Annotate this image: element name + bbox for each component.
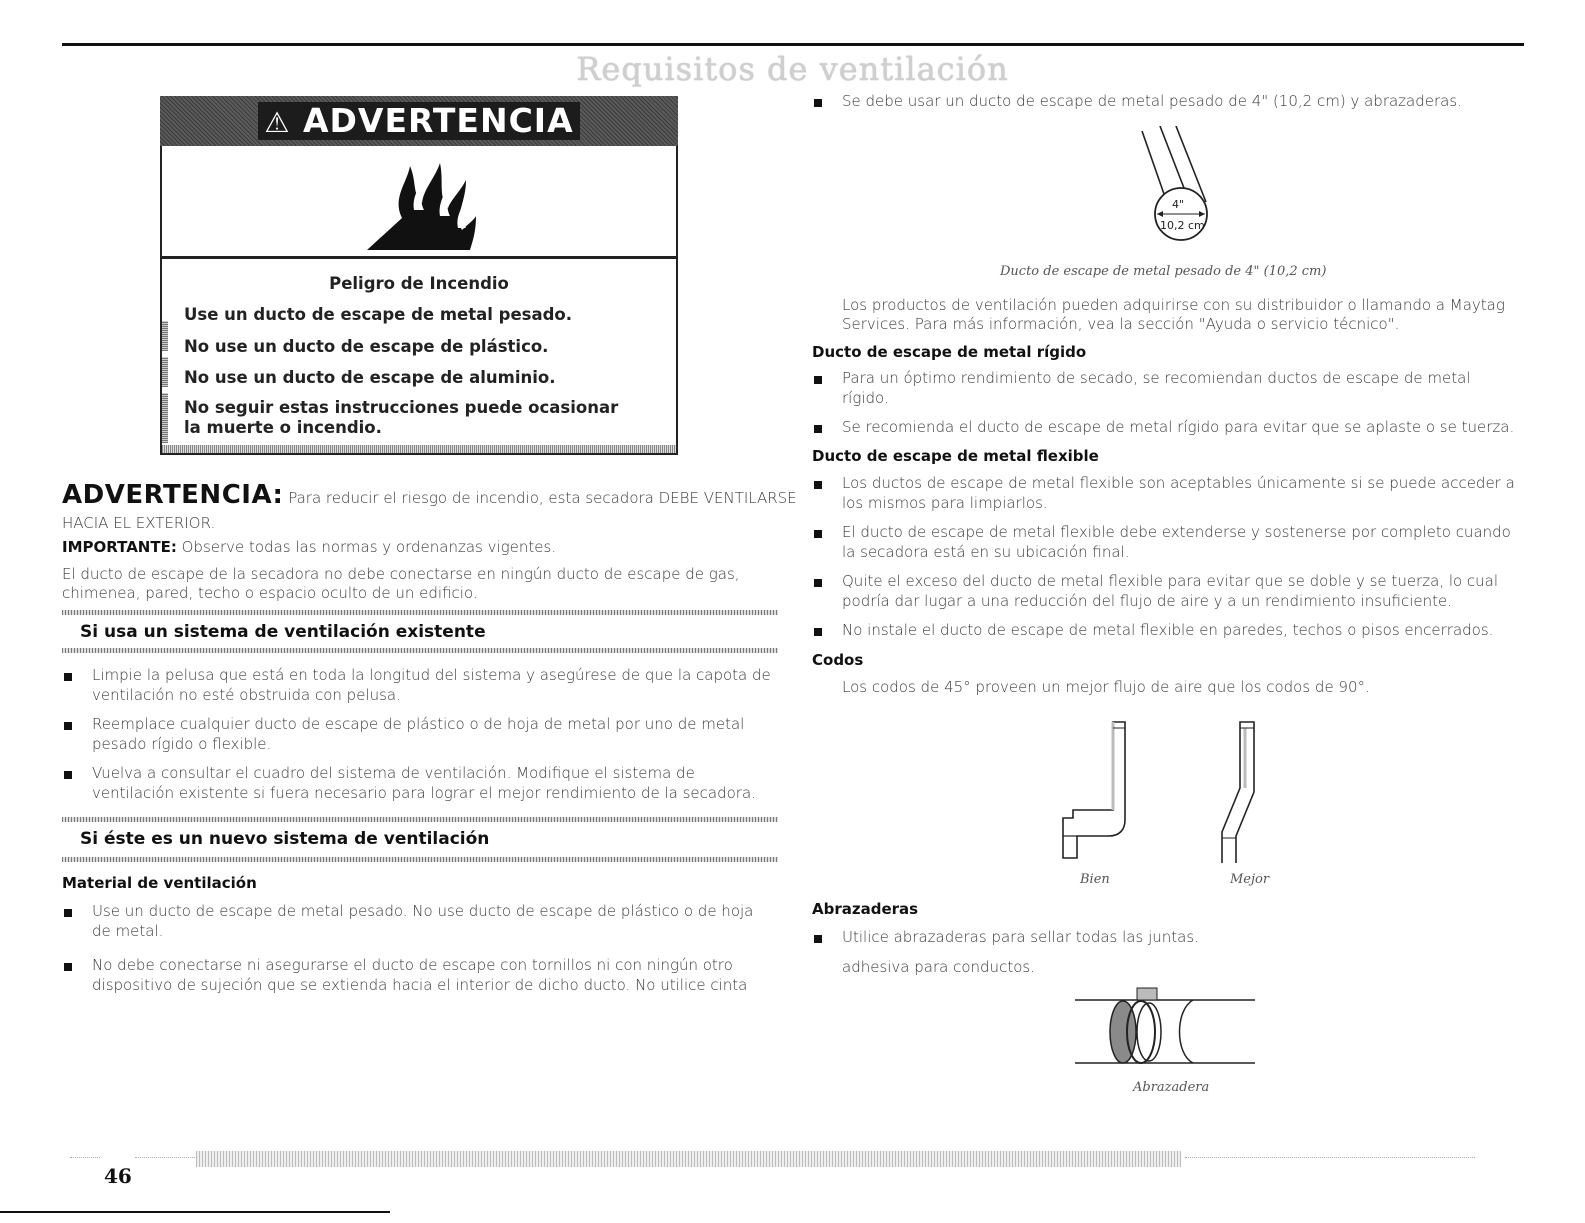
- footer-band: [196, 1151, 1181, 1167]
- bullet-icon: [64, 963, 72, 971]
- shade-strip: [162, 393, 168, 443]
- bullet-icon: [64, 909, 72, 917]
- advertencia-label: ADVERTENCIA:: [62, 480, 284, 510]
- fire-icon: [362, 158, 482, 254]
- list-item: Se debe usar un ducto de escape de metal pesado de 4" (10,2 cm) y abrazaderas.: [842, 92, 1462, 110]
- importante-paragraph: [62, 538, 556, 557]
- warning-triangle-icon: ⚠: [264, 106, 291, 139]
- list-item: Se recomienda el ducto de escape de metal rígido para evitar que se aplaste o se tuerza.: [842, 418, 1515, 436]
- footer-dots: [70, 1157, 100, 1159]
- bullet-icon: [814, 530, 822, 538]
- warning-fire-area: [162, 146, 676, 259]
- bullet-icon: [814, 935, 822, 943]
- band-line: [62, 817, 778, 822]
- list-item: Para un óptimo rendimiento de secado, se recomiendan ductos de escape de metal: [842, 369, 1471, 387]
- rigid-heading: Ducto de escape de metal rígido: [812, 343, 1087, 361]
- list-item: Los ductos de escape de metal flexible son aceptables únicamente si se puede acceder a: [842, 474, 1515, 492]
- list-item: Quite el exceso del ducto de metal flexible para evitar que se doble y se tuerza, lo cual: [842, 572, 1499, 590]
- clamps-continued: adhesiva para conductos.: [842, 958, 1035, 976]
- clamps-heading: Abrazaderas: [812, 900, 919, 918]
- list-item-cont: ventilación existente si fuera necesario para lograr el mejor rendimiento de la secadora.: [92, 784, 756, 802]
- importante-text: Observe todas las normas y ordenanzas vigentes.: [181, 538, 557, 556]
- elbow-90-icon: [1055, 718, 1135, 863]
- elbow-45-icon: [1200, 718, 1280, 863]
- warning-header-text: ADVERTENCIA: [302, 101, 574, 140]
- band-line: [62, 648, 778, 653]
- bullet-icon: [64, 771, 72, 779]
- advertencia-text-cont: HACIA EL EXTERIOR.: [62, 514, 216, 532]
- warning-line: No use un ducto de escape de plástico.: [184, 337, 549, 356]
- section-existing-title: Si usa un sistema de ventilación existente: [80, 622, 486, 642]
- codos-text: Los codos de 45° proveen un mejor flujo de aire que los codos de 90°.: [842, 678, 1370, 696]
- shade-strip: [162, 321, 168, 351]
- codos-heading: Codos: [812, 651, 864, 669]
- list-item: Utilice abrazaderas para sellar todas las juntas.: [842, 928, 1199, 946]
- band-line: [62, 610, 778, 615]
- warning-line: Use un ducto de escape de metal pesado.: [184, 305, 573, 324]
- list-item: Limpie la pelusa que está en toda la longitud del sistema y asegúrese de que la capota de: [92, 666, 771, 684]
- ducto-note: El ducto de escape de la secadora no debe conectarse en ningún ducto de escape de gas,: [62, 565, 740, 583]
- diagram-label-in: 4": [1172, 198, 1185, 211]
- section-new-title: Si éste es un nuevo sistema de ventilación: [80, 829, 490, 849]
- products-text: Los productos de ventilación pueden adquirirse con su distribuidor o llamando a Maytag: [842, 296, 1505, 314]
- bullet-icon: [814, 425, 822, 433]
- bullet-icon: [64, 722, 72, 730]
- bottom-rule: [0, 1211, 390, 1213]
- warning-box: [160, 146, 678, 455]
- importante-label: IMPORTANTE:: [62, 538, 177, 556]
- page-title: Requisitos de ventilación: [576, 50, 1009, 88]
- list-item-cont: dispositivo de sujeción que se extienda hacia el interior de dicho ducto. No utilice cinta: [92, 976, 748, 994]
- list-item-cont: la secadora está en su ubicación final.: [842, 543, 1130, 561]
- top-rule: [62, 43, 1524, 46]
- warning-header-label: [258, 102, 580, 140]
- page-number: 46: [104, 1164, 132, 1188]
- band-line: [62, 857, 778, 862]
- clamp-caption: Abrazadera: [1133, 1080, 1210, 1095]
- diagram-label-cm: 10,2 cm: [1160, 219, 1205, 232]
- elbow-better-caption: Mejor: [1230, 872, 1270, 887]
- bullet-icon: [64, 673, 72, 681]
- list-item: Reemplace cualquier ducto de escape de plástico o de hoja de metal por uno de metal: [92, 715, 745, 733]
- footer-dots: [1185, 1157, 1475, 1159]
- bullet-icon: [814, 99, 822, 107]
- list-item-cont: los mismos para limpiarlos.: [842, 494, 1048, 512]
- list-item-cont: rígido.: [842, 389, 889, 407]
- ducto-note-cont: chimenea, pared, techo o espacio oculto de un edificio.: [62, 584, 478, 602]
- shade-strip: [162, 357, 168, 387]
- material-heading: Material de ventilación: [62, 874, 257, 892]
- clamp-icon: [1075, 980, 1260, 1070]
- warning-line: No use un ducto de escape de aluminio.: [184, 368, 556, 387]
- duct-line: [1142, 131, 1164, 194]
- list-item-cont: ventilación no esté obstruida con pelusa.: [92, 686, 401, 704]
- list-item: No instale el ducto de escape de metal flexible en paredes, techos o pisos encerrados.: [842, 621, 1494, 639]
- section-existing-band: [62, 610, 778, 654]
- bullet-icon: [814, 481, 822, 489]
- arrow-left-icon: [1157, 211, 1163, 217]
- warning-line: No seguir estas instrucciones puede ocasionar: [184, 398, 619, 417]
- elbow-good-caption: Bien: [1080, 872, 1110, 887]
- advertencia-paragraph: [62, 480, 797, 510]
- bullet-icon: [814, 376, 822, 384]
- list-item-cont: de metal.: [92, 922, 164, 940]
- list-item: Vuelva a consultar el cuadro del sistema de ventilación. Modifique el sistema de: [92, 764, 695, 782]
- duct-diagram: [1140, 126, 1220, 256]
- warning-text-area: [162, 259, 676, 453]
- list-item: No debe conectarse ni asegurarse el ducto de escape con tornillos ni con ningún otro: [92, 956, 733, 974]
- warning-line: la muerte o incendio.: [184, 418, 382, 437]
- bullet-icon: [814, 628, 822, 636]
- warning-hazard: Peligro de Incendio: [329, 274, 509, 293]
- products-text-cont: Services. Para más información, vea la sección "Ayuda o servicio técnico".: [842, 315, 1400, 333]
- list-item: El ducto de escape de metal flexible debe extenderse y sostenerse por completo cuando: [842, 523, 1511, 541]
- diagram-caption: Ducto de escape de metal pesado de 4" (10,2 cm): [1000, 264, 1327, 279]
- bullet-icon: [814, 579, 822, 587]
- list-item-cont: pesado rígido o flexible.: [92, 735, 272, 753]
- arrow-right-icon: [1199, 211, 1205, 217]
- footer-dots: [135, 1157, 195, 1159]
- flex-heading: Ducto de escape de metal flexible: [812, 447, 1099, 465]
- list-item-cont: podría dar lugar a una reducción del flujo de aire y a un rendimiento insuficiente.: [842, 592, 1453, 610]
- warning-bottom-band: [162, 445, 676, 453]
- advertencia-text: Para reducir el riesgo de incendio, esta secadora DEBE VENTILARSE: [288, 489, 797, 507]
- list-item: Use un ducto de escape de metal pesado. No use ducto de escape de plástico o de hoja: [92, 902, 754, 920]
- section-new-band: [62, 817, 778, 861]
- warning-header: [160, 96, 678, 146]
